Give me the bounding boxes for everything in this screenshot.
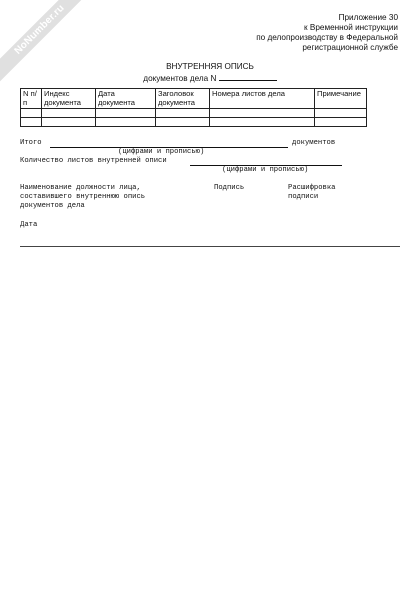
table-cell[interactable]: [42, 109, 96, 118]
signature-decode-label: Расшифровка: [288, 184, 336, 192]
column-header-heading: Заголовок документа: [156, 89, 210, 109]
signature-decode-label: подписи: [288, 193, 319, 201]
table-cell[interactable]: [315, 109, 367, 118]
table-row: [21, 118, 367, 127]
signature-label: Подпись: [214, 184, 245, 192]
column-header-note: Примечание: [315, 89, 367, 109]
table-cell[interactable]: [210, 109, 315, 118]
column-header-date: Дата документа: [96, 89, 156, 109]
bottom-divider: [20, 246, 400, 247]
document-subtitle: [0, 72, 420, 84]
table-header-row: [21, 89, 367, 109]
digits-hint-sheets: (цифрами и прописью): [222, 166, 309, 174]
appendix-line: регистрационной службе: [302, 43, 398, 52]
watermark-text: NoNumber.ru: [12, 2, 67, 57]
appendix-line: к Временной инструкции: [304, 23, 398, 32]
document-title: ВНУТРЕННЯЯ ОПИСЬ: [166, 62, 254, 71]
position-label-line: документов дела: [20, 202, 85, 210]
table-cell[interactable]: [21, 118, 42, 127]
inventory-table: [20, 88, 367, 127]
digits-hint-total: (цифрами и прописью): [118, 148, 205, 156]
subtitle-text: документов дела N: [143, 74, 217, 83]
table-cell[interactable]: [156, 118, 210, 127]
position-label-line: составившего внутреннюю опись: [20, 193, 146, 201]
table-cell[interactable]: [210, 118, 315, 127]
table-cell[interactable]: [96, 118, 156, 127]
appendix-line: по делопроизводству в Федеральной: [256, 33, 398, 42]
column-header-index: Индекс документа: [42, 89, 96, 109]
position-label-line: Наименование должности лица,: [20, 184, 141, 192]
total-label: Итого: [20, 139, 42, 147]
table-cell[interactable]: [315, 118, 367, 127]
date-label: Дата: [20, 221, 38, 229]
case-number-blank[interactable]: [219, 72, 277, 81]
appendix-line: Приложение 30: [338, 13, 398, 22]
table-cell[interactable]: [21, 109, 42, 118]
table-cell[interactable]: [96, 109, 156, 118]
table-cell[interactable]: [156, 109, 210, 118]
appendix-note: [178, 13, 398, 53]
table-cell[interactable]: [42, 118, 96, 127]
documents-label: документов: [292, 139, 336, 147]
column-header-sheets: Номера листов дела: [210, 89, 315, 109]
column-header-number: N п/п: [21, 89, 42, 109]
sheets-count-label: Количество листов внутренней описи: [20, 157, 167, 165]
table-row: [21, 109, 367, 118]
